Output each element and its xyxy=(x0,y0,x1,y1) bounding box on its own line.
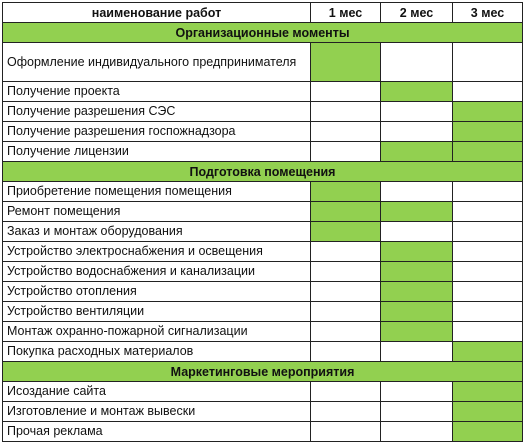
section-row xyxy=(3,162,523,182)
month-2-cell xyxy=(381,102,453,122)
month-3-cell-active xyxy=(453,422,523,442)
month-2-cell xyxy=(381,182,453,202)
month-3-cell-active xyxy=(453,142,523,162)
month-3-cell xyxy=(453,282,523,302)
month-3-cell xyxy=(453,222,523,242)
header-row xyxy=(3,3,523,23)
month-2-cell xyxy=(381,43,453,82)
month-2-cell xyxy=(381,422,453,442)
month-1-cell xyxy=(311,302,381,322)
month-3-cell-active xyxy=(453,102,523,122)
section-row xyxy=(3,362,523,382)
month-1-cell xyxy=(311,282,381,302)
task-row xyxy=(3,222,523,242)
month-1-cell xyxy=(311,122,381,142)
month-1-cell-active xyxy=(311,202,381,222)
month-2-cell-active xyxy=(381,242,453,262)
task-row xyxy=(3,402,523,422)
task-label: Ремонт помещения xyxy=(3,202,311,222)
month-3-cell-active xyxy=(453,122,523,142)
month-1-cell xyxy=(311,82,381,102)
task-row xyxy=(3,102,523,122)
month-1-cell xyxy=(311,402,381,422)
task-label: Монтаж охранно-пожарной сигнализации xyxy=(3,322,311,342)
month-3-cell xyxy=(453,302,523,322)
section-title: Подготовка помещения xyxy=(3,162,523,182)
task-label: Получение разрешения СЭС xyxy=(3,102,311,122)
header-task-name: наименование работ xyxy=(3,3,311,23)
task-row xyxy=(3,382,523,402)
month-3-cell xyxy=(453,242,523,262)
month-1-cell-active xyxy=(311,182,381,202)
task-row xyxy=(3,422,523,442)
month-2-cell-active xyxy=(381,302,453,322)
task-row xyxy=(3,242,523,262)
month-1-cell xyxy=(311,242,381,262)
schedule-body xyxy=(3,3,523,442)
task-label: Прочая реклама xyxy=(3,422,311,442)
month-3-cell xyxy=(453,202,523,222)
month-3-cell xyxy=(453,262,523,282)
month-1-cell xyxy=(311,342,381,362)
task-row xyxy=(3,282,523,302)
section-row xyxy=(3,23,523,43)
month-1-cell xyxy=(311,322,381,342)
task-row xyxy=(3,322,523,342)
month-3-cell xyxy=(453,322,523,342)
month-2-cell-active xyxy=(381,142,453,162)
month-2-cell xyxy=(381,402,453,422)
task-label: Покупка расходных материалов xyxy=(3,342,311,362)
month-2-cell-active xyxy=(381,262,453,282)
month-1-cell xyxy=(311,422,381,442)
section-title: Маркетинговые мероприятия xyxy=(3,362,523,382)
header-month-3: 3 мес xyxy=(453,3,523,23)
task-row xyxy=(3,142,523,162)
task-row xyxy=(3,202,523,222)
task-label: Приобретение помещения помещения xyxy=(3,182,311,202)
task-row xyxy=(3,43,523,82)
month-3-cell-active xyxy=(453,342,523,362)
month-3-cell xyxy=(453,82,523,102)
task-label: Заказ и монтаж оборудования xyxy=(3,222,311,242)
task-label: Устройство электроснабжения и освещения xyxy=(3,242,311,262)
month-2-cell xyxy=(381,122,453,142)
header-month-2: 2 мес xyxy=(381,3,453,23)
month-3-cell xyxy=(453,182,523,202)
task-row xyxy=(3,82,523,102)
task-row xyxy=(3,262,523,282)
task-label: Получение лицензии xyxy=(3,142,311,162)
month-3-cell-active xyxy=(453,382,523,402)
task-row xyxy=(3,342,523,362)
task-label: Получение разрешения госпожнадзора xyxy=(3,122,311,142)
month-1-cell xyxy=(311,142,381,162)
header-month-1: 1 мес xyxy=(311,3,381,23)
task-row xyxy=(3,182,523,202)
month-2-cell xyxy=(381,382,453,402)
month-2-cell-active xyxy=(381,82,453,102)
month-2-cell-active xyxy=(381,202,453,222)
section-title: Организационные моменты xyxy=(3,23,523,43)
month-2-cell-active xyxy=(381,282,453,302)
month-3-cell xyxy=(453,43,523,82)
month-2-cell xyxy=(381,342,453,362)
task-row xyxy=(3,122,523,142)
month-1-cell-active xyxy=(311,222,381,242)
task-label: Устройство водоснабжения и канализации xyxy=(3,262,311,282)
task-label: Изготовление и монтаж вывески xyxy=(3,402,311,422)
month-1-cell xyxy=(311,382,381,402)
month-3-cell-active xyxy=(453,402,523,422)
month-1-cell xyxy=(311,102,381,122)
month-1-cell xyxy=(311,262,381,282)
work-schedule-table xyxy=(2,2,523,442)
task-label: Исоздание сайта xyxy=(3,382,311,402)
task-label: Оформление индивидуального предпринимателя xyxy=(3,43,311,82)
task-label: Получение проекта xyxy=(3,82,311,102)
task-label: Устройство отопления xyxy=(3,282,311,302)
month-2-cell xyxy=(381,222,453,242)
month-2-cell-active xyxy=(381,322,453,342)
task-label: Устройство вентиляции xyxy=(3,302,311,322)
task-row xyxy=(3,302,523,322)
month-1-cell-active xyxy=(311,43,381,82)
